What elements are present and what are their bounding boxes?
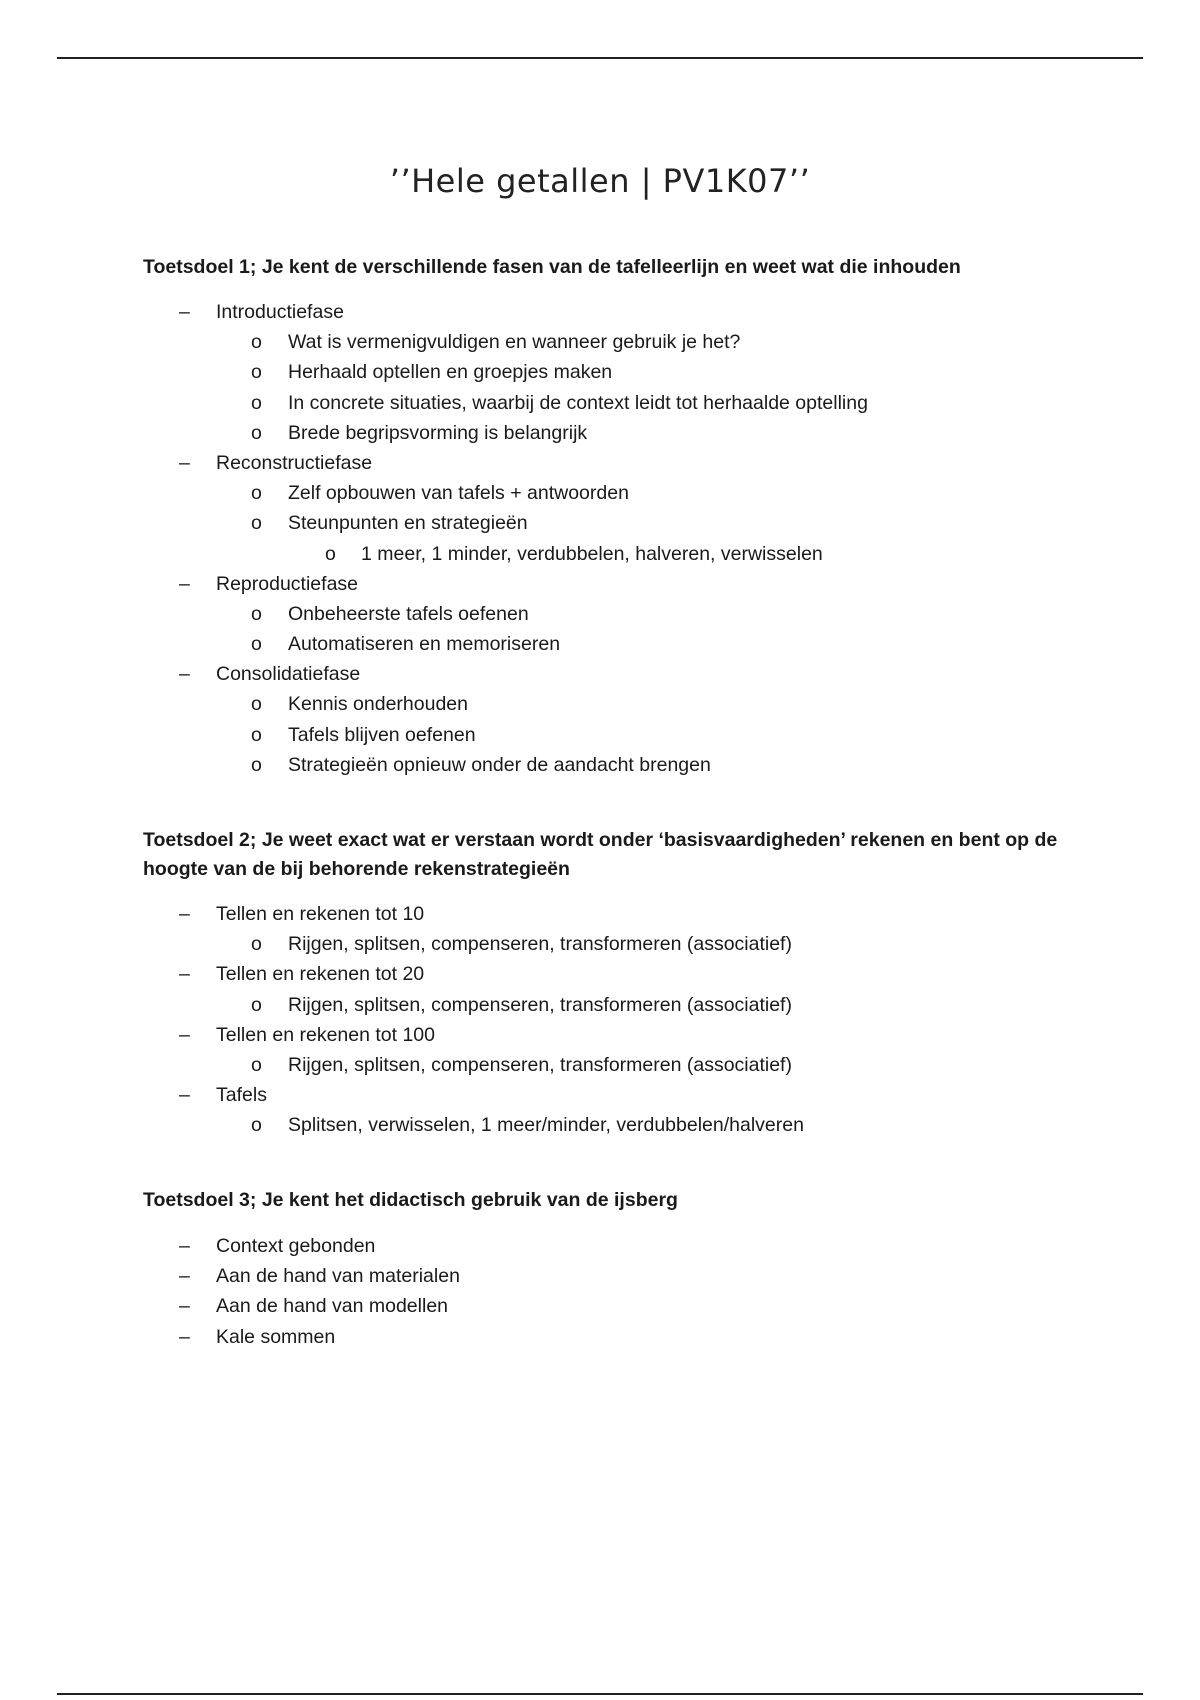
circle-bullet-icon: o: [251, 391, 262, 414]
circle-bullet-icon: o: [251, 421, 262, 444]
list-item: [0, 1291, 1200, 1321]
circle-bullet-icon: o: [251, 993, 262, 1016]
circle-bullet-icon: o: [251, 693, 262, 716]
section-2-list: [0, 899, 1200, 1141]
dash-bullet-icon: –: [179, 1295, 190, 1318]
list-item-text: Tellen en rekenen tot 10: [216, 903, 425, 925]
list-item: [0, 1261, 1200, 1291]
sub-list-item-text: Splitsen, verwisselen, 1 meer/minder, verdubbelen/halveren: [288, 1114, 804, 1137]
dash-bullet-icon: –: [179, 1084, 190, 1107]
dash-bullet-icon: –: [179, 1325, 190, 1348]
list-item: [0, 448, 1200, 478]
sub-list-item-text: Tafels blijven oefenen: [288, 723, 476, 746]
sub-list-item-text: Steunpunten en strategieën: [288, 512, 528, 535]
dash-bullet-icon: –: [179, 1265, 190, 1288]
circle-bullet-icon: o: [251, 633, 262, 656]
dash-bullet-icon: –: [179, 963, 190, 986]
sub-list-item: [0, 720, 1200, 750]
sub-list-item-text: Zelf opbouwen van tafels + antwoorden: [288, 482, 629, 505]
dash-bullet-icon: –: [179, 1023, 190, 1046]
section-1-heading: Toetsdoel 1; Je kent de verschillende fasen van de tafelleerlijn en weet wat die inhouden: [143, 256, 961, 278]
dash-bullet-icon: –: [179, 903, 190, 925]
list-item-text: Introductiefase: [216, 301, 344, 323]
sub-sub-list-item: [0, 539, 1200, 569]
list-item-text: Consolidatiefase: [216, 663, 361, 686]
sub-list-item-text: Kennis onderhouden: [288, 693, 468, 716]
dash-bullet-icon: –: [179, 301, 190, 323]
list-item: [0, 899, 1200, 929]
sub-list-item-text: Rijgen, splitsen, compenseren, transformeren (associatief): [288, 1053, 792, 1076]
circle-bullet-icon: o: [251, 361, 262, 384]
sub-list-item-text: Rijgen, splitsen, compenseren, transformeren (associatief): [288, 933, 792, 956]
sub-list-item: [0, 357, 1200, 387]
circle-bullet-icon: o: [251, 512, 262, 535]
circle-bullet-icon: o: [251, 482, 262, 505]
header-rule: [57, 57, 1143, 59]
section-3-heading: Toetsdoel 3; Je kent het didactisch gebruik van de ijsberg: [143, 1189, 678, 1211]
list-item-text: Tafels: [216, 1084, 267, 1107]
list-item: [0, 659, 1200, 689]
sub-list-item: [0, 388, 1200, 418]
sub-list-item: [0, 508, 1200, 538]
dash-bullet-icon: –: [179, 451, 190, 474]
sub-list-item: [0, 418, 1200, 448]
list-item-text: Tellen en rekenen tot 100: [216, 1023, 435, 1046]
list-item: [0, 959, 1200, 989]
document-title: ’’Hele getallen | PV1K07’’: [389, 162, 811, 200]
dash-bullet-icon: –: [179, 663, 190, 686]
circle-bullet-icon: o: [251, 723, 262, 746]
circle-bullet-icon: o: [251, 933, 262, 956]
dash-bullet-icon: –: [179, 1235, 190, 1257]
list-item: [0, 1322, 1200, 1352]
list-item: [0, 1231, 1200, 1261]
sub-list-item: [0, 1110, 1200, 1140]
circle-bullet-icon: o: [325, 542, 336, 565]
sub-list-item-text: Herhaald optellen en groepjes maken: [288, 361, 613, 384]
sub-list-item-text: Automatiseren en memoriseren: [288, 633, 561, 656]
list-item-text: Reproductiefase: [216, 572, 359, 595]
list-item-text: Aan de hand van modellen: [216, 1295, 449, 1318]
sub-list-item: [0, 750, 1200, 780]
sub-list-item: [0, 929, 1200, 959]
circle-bullet-icon: o: [251, 331, 262, 354]
sub-sub-list-item-text: 1 meer, 1 minder, verdubbelen, halveren, verwisselen: [361, 542, 823, 565]
sub-list-item-text: Brede begripsvorming is belangrijk: [288, 421, 588, 444]
sub-list-item: [0, 629, 1200, 659]
sub-list-item: [0, 478, 1200, 508]
sub-list-item-text: Wat is vermenigvuldigen en wanneer gebruik je het?: [288, 331, 741, 354]
sub-list-item: [0, 327, 1200, 357]
sub-list-item-text: Onbeheerste tafels oefenen: [288, 602, 529, 625]
circle-bullet-icon: o: [251, 753, 262, 776]
sub-list-item: [0, 1050, 1200, 1080]
sub-list-item: [0, 599, 1200, 629]
list-item-text: Reconstructiefase: [216, 451, 373, 474]
sub-list-item-text: In concrete situaties, waarbij de context leidt tot herhaalde optelling: [288, 391, 868, 414]
list-item-text: Tellen en rekenen tot 20: [216, 963, 425, 986]
circle-bullet-icon: o: [251, 1053, 262, 1076]
list-item: [0, 1020, 1200, 1050]
list-item-text: Aan de hand van materialen: [216, 1265, 460, 1288]
footer-rule: [57, 1693, 1143, 1695]
section-2-heading: Toetsdoel 2; Je weet exact wat er verstaan wordt onder ‘basisvaardigheden’ rekenen en bent op de hoogte van de bij behorende rekenstrategieën: [143, 829, 1058, 880]
list-item: [0, 297, 1200, 327]
list-item: [0, 569, 1200, 599]
sub-list-item: [0, 990, 1200, 1020]
circle-bullet-icon: o: [251, 602, 262, 625]
sub-list-item: [0, 689, 1200, 719]
section-1-list: [0, 297, 1200, 780]
circle-bullet-icon: o: [251, 1114, 262, 1137]
sub-list-item-text: Strategieën opnieuw onder de aandacht brengen: [288, 753, 711, 776]
list-item-text: Kale sommen: [216, 1325, 336, 1348]
list-item: [0, 1080, 1200, 1110]
dash-bullet-icon: –: [179, 572, 190, 595]
section-3-list: [0, 1231, 1200, 1352]
sub-list-item-text: Rijgen, splitsen, compenseren, transformeren (associatief): [288, 993, 792, 1016]
list-item-text: Context gebonden: [216, 1235, 376, 1257]
